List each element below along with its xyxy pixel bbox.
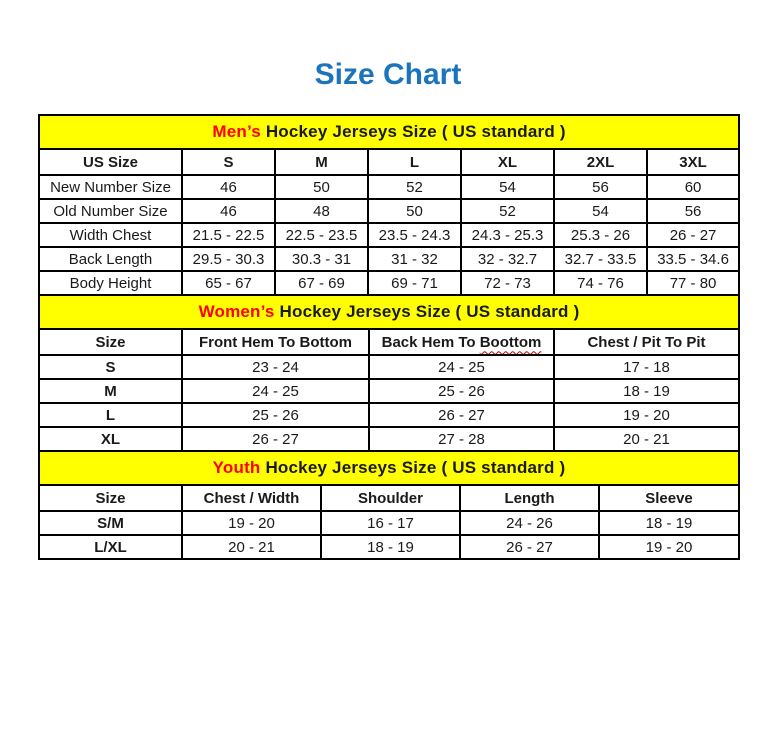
womens-column-header: Front Hem To Bottom (182, 329, 369, 355)
mens-column-header: US Size (39, 149, 182, 175)
size-value-cell: 56 (647, 199, 739, 223)
size-value-cell: 26 - 27 (460, 535, 599, 559)
size-value-cell: 18 - 19 (554, 379, 739, 403)
mens-banner-row (39, 115, 739, 149)
size-value-cell: 20 - 21 (182, 535, 321, 559)
size-value-cell: 20 - 21 (554, 427, 739, 451)
size-value-cell: 54 (554, 199, 647, 223)
page-title: Size Chart (314, 58, 462, 91)
size-value-cell: 74 - 76 (554, 271, 647, 295)
banner-text: Hockey Jerseys Size ( US standard ) (260, 458, 566, 477)
row-label: M (39, 379, 182, 403)
womens-size-table (38, 294, 740, 452)
youth-data-row (39, 511, 739, 535)
womens-data-row (39, 379, 739, 403)
size-value-cell: 46 (182, 175, 275, 199)
size-value-cell: 22.5 - 23.5 (275, 223, 368, 247)
size-value-cell: 26 - 27 (369, 403, 554, 427)
size-value-cell: 24 - 26 (460, 511, 599, 535)
youth-data-row (39, 535, 739, 559)
mens-column-header: S (182, 149, 275, 175)
mens-column-header: 3XL (647, 149, 739, 175)
size-value-cell: 54 (461, 175, 554, 199)
size-chart-tables (38, 114, 738, 560)
size-value-cell: 26 - 27 (647, 223, 739, 247)
mens-size-table (38, 114, 740, 296)
size-value-cell: 30.3 - 31 (275, 247, 368, 271)
row-label: S (39, 355, 182, 379)
womens-banner (39, 295, 739, 329)
mens-data-row (39, 247, 739, 271)
misspelled-word: Boottom (479, 333, 542, 351)
row-label: New Number Size (39, 175, 182, 199)
size-value-cell: 69 - 71 (368, 271, 461, 295)
youth-banner-row (39, 451, 739, 485)
size-value-cell: 46 (182, 199, 275, 223)
size-value-cell: 18 - 19 (321, 535, 460, 559)
size-value-cell: 50 (275, 175, 368, 199)
womens-data-row (39, 427, 739, 451)
row-label: XL (39, 427, 182, 451)
mens-data-row (39, 199, 739, 223)
size-value-cell: 72 - 73 (461, 271, 554, 295)
youth-header-row (39, 485, 739, 511)
size-value-cell: 24 - 25 (182, 379, 369, 403)
size-value-cell: 25 - 26 (182, 403, 369, 427)
row-label: L (39, 403, 182, 427)
size-value-cell: 21.5 - 22.5 (182, 223, 275, 247)
size-value-cell: 19 - 20 (599, 535, 739, 559)
banner-text: Hockey Jerseys Size ( US standard ) (260, 122, 566, 141)
mens-column-header: 2XL (554, 149, 647, 175)
youth-size-table (38, 450, 740, 560)
banner-highlight: Men’s (212, 122, 261, 141)
banner-text: Hockey Jerseys Size ( US standard ) (274, 302, 580, 321)
header-text: Back Hem To (381, 333, 480, 351)
mens-banner (39, 115, 739, 149)
size-value-cell: 19 - 20 (182, 511, 321, 535)
size-value-cell: 77 - 80 (647, 271, 739, 295)
size-value-cell: 67 - 69 (275, 271, 368, 295)
womens-column-header (369, 329, 554, 355)
size-value-cell: 29.5 - 30.3 (182, 247, 275, 271)
size-value-cell: 18 - 19 (599, 511, 739, 535)
size-value-cell: 52 (368, 175, 461, 199)
womens-data-row (39, 403, 739, 427)
size-value-cell: 23 - 24 (182, 355, 369, 379)
womens-column-header: Size (39, 329, 182, 355)
size-value-cell: 24 - 25 (369, 355, 554, 379)
youth-column-header: Sleeve (599, 485, 739, 511)
youth-column-header: Chest / Width (182, 485, 321, 511)
banner-highlight: Youth (212, 458, 261, 477)
size-value-cell: 48 (275, 199, 368, 223)
womens-column-header: Chest / Pit To Pit (554, 329, 739, 355)
youth-column-header: Length (460, 485, 599, 511)
mens-header-row (39, 149, 739, 175)
row-label: Back Length (39, 247, 182, 271)
mens-data-row (39, 223, 739, 247)
womens-header-row (39, 329, 739, 355)
mens-data-row (39, 271, 739, 295)
row-label: Width Chest (39, 223, 182, 247)
mens-column-header: M (275, 149, 368, 175)
size-value-cell: 32 - 32.7 (461, 247, 554, 271)
size-value-cell: 23.5 - 24.3 (368, 223, 461, 247)
size-value-cell: 16 - 17 (321, 511, 460, 535)
youth-column-header: Size (39, 485, 182, 511)
size-value-cell: 26 - 27 (182, 427, 369, 451)
banner-highlight: Women’s (198, 302, 275, 321)
size-value-cell: 25 - 26 (369, 379, 554, 403)
row-label: S/M (39, 511, 182, 535)
size-value-cell: 24.3 - 25.3 (461, 223, 554, 247)
size-value-cell: 31 - 32 (368, 247, 461, 271)
size-value-cell: 50 (368, 199, 461, 223)
youth-banner (39, 451, 739, 485)
size-value-cell: 27 - 28 (369, 427, 554, 451)
size-value-cell: 65 - 67 (182, 271, 275, 295)
mens-data-row (39, 175, 739, 199)
size-value-cell: 17 - 18 (554, 355, 739, 379)
mens-column-header: L (368, 149, 461, 175)
row-label: Old Number Size (39, 199, 182, 223)
mens-column-header: XL (461, 149, 554, 175)
youth-column-header: Shoulder (321, 485, 460, 511)
size-value-cell: 33.5 - 34.6 (647, 247, 739, 271)
womens-banner-row (39, 295, 739, 329)
size-value-cell: 60 (647, 175, 739, 199)
size-value-cell: 25.3 - 26 (554, 223, 647, 247)
size-value-cell: 19 - 20 (554, 403, 739, 427)
size-value-cell: 32.7 - 33.5 (554, 247, 647, 271)
size-value-cell: 52 (461, 199, 554, 223)
row-label: L/XL (39, 535, 182, 559)
womens-data-row (39, 355, 739, 379)
row-label: Body Height (39, 271, 182, 295)
size-value-cell: 56 (554, 175, 647, 199)
